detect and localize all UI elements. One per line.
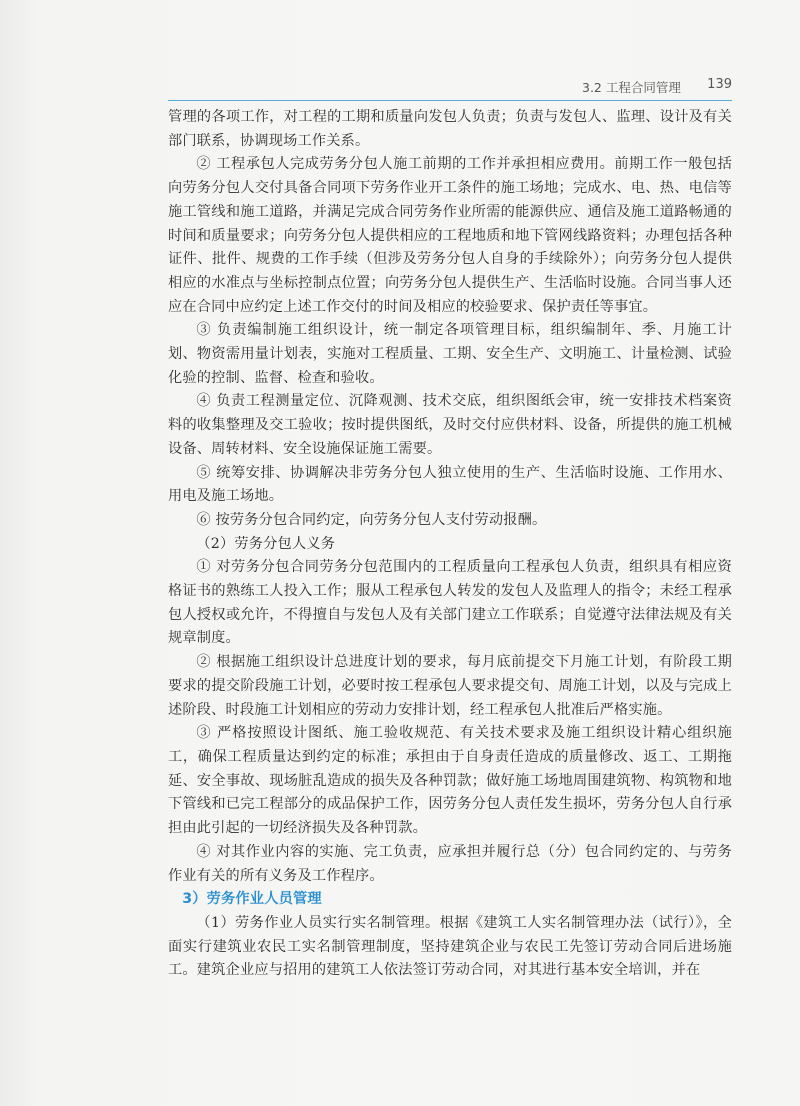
page-number: 139: [707, 77, 732, 92]
paragraph: ① 对劳务分包合同劳务分包范围内的工程质量向工程承包人负责，组织具有相应资格证书的熟练工人投入工作；服从工程承包人转发的发包人及监理人的指令；未经工程承包人授权或允许，不得擅自与发包人及有关部门建立工作联系；自觉遵守法律法规及有关规章制度。: [168, 559, 732, 647]
paragraph: ③ 负责编制施工组织设计，统一制定各项管理目标，组织编制年、季、月施工计划、物资需用量计划表，实施对工程质量、工期、安全生产、文明施工、计量检测、试验化验的控制、监督、检查和验收。: [168, 322, 732, 386]
paragraph: ③ 严格按照设计图纸、施工验收规范、有关技术要求及施工组织设计精心组织施工，确保工程质量达到约定的标准；承担由于自身责任造成的质量修改、返工、工期拖延、安全事故、现场脏乱造成的损失及各种罚款；做好施工场地周围建筑物、构筑物和地下管线和已完工程部分的成品保护工作，因劳务分包人责任发生损坏，劳务分包人自行承担由此引起的一切经济损失及各种罚款。: [168, 725, 732, 837]
paragraph: ⑥ 按劳务分包合同约定，向劳务分包人支付劳动报酬。: [196, 511, 547, 528]
paragraph: ② 工程承包人完成劳务分包人施工前期的工作并承担相应费用。前期工作一般包括向劳务分包人交付具备合同项下劳务作业开工条件的施工场地；完成水、电、热、电信等施工管线和施工道路，并满足完成合同劳务作业所需的能源供应、通信及施工道路畅通的时间和质量要求；向劳务分包人提供相应的工程地质和地下管网线路资料；办理包括各种证件、批件、规费的工作手续（但涉及劳务分包人自身的手续除外）；向劳务分包人提供相应的水准点与坐标控制点位置；向劳务分包人提供生产、生活临时设施。合同当事人还应在合同中应约定上述工作交付的时间及相应的校验要求、保护责任等事宜。: [168, 156, 732, 315]
paragraph: ② 根据施工组织设计总进度计划的要求，每月底前提交下月施工计划，有阶段工期要求的提交阶段施工计划，必要时按工程承包人要求提交旬、周施工计划，以及与完成上述阶段、时段施工计划相应的劳动力安排计划，经工程承包人批准后严格实施。: [168, 654, 732, 718]
paragraph: 管理的各项工作，对工程的工期和质量向发包人负责；负责与发包人、监理、设计及有关部门联系，协调现场工作关系。: [168, 109, 732, 149]
section-heading: 3）劳务作业人员管理: [182, 891, 322, 908]
running-head: [560, 76, 732, 98]
section-title: 3.2 工程合同管理: [582, 80, 681, 95]
paragraph: ⑤ 统筹安排、协调解决非劳务分包人独立使用的生产、生活临时设施、工作用水、用电及施工场地。: [168, 464, 732, 505]
subsection-heading: （2）劳务分包人义务: [196, 535, 336, 552]
body-text: [168, 106, 732, 983]
header-rule: [168, 100, 732, 101]
paragraph: （1）劳务作业人员实行实名制管理。根据《建筑工人实名制管理办法（试行）》，全面实行建筑业农民工实名制管理制度，坚持建筑企业与农民工先签订劳动合同后进场施工。建筑企业应与招用的建筑工人依法签订劳动合同，对其进行基本安全培训，并在: [168, 914, 732, 979]
paragraph: ④ 对其作业内容的实施、完工负责，应承担并履行总（分）包合同约定的、与劳务作业有关的所有义务及工作程序。: [168, 843, 732, 884]
paragraph: ④ 负责工程测量定位、沉降观测、技术交底，组织图纸会审，统一安排技术档案资料的收集整理及交工验收；按时提供图纸，及时交付应供材料、设备，所提供的施工机械设备、周转材料、安全设施保证施工需要。: [168, 393, 732, 457]
